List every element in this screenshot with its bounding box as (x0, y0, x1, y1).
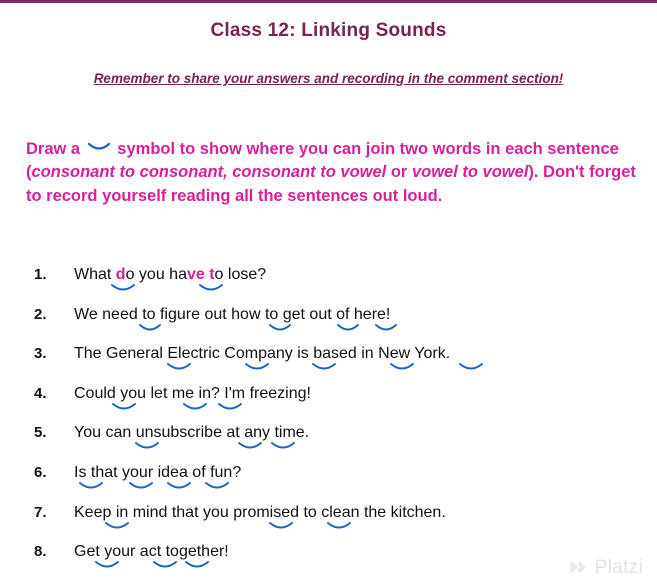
instructions-paren-close: ). Don't forget (528, 163, 636, 182)
link-mark-icon (268, 324, 292, 335)
sentence-number: 7. (34, 503, 47, 521)
sentence-8-body: Get your act together! (74, 543, 229, 561)
link-mark-icon (217, 403, 243, 414)
instructions-paragraph (26, 138, 654, 208)
link-mark-icon (110, 284, 136, 295)
sentence-number: 8. (34, 543, 47, 561)
sentence-text (74, 266, 266, 284)
link-mark-icon (166, 363, 192, 374)
link-mark-icon (270, 442, 296, 453)
link-mark-icon (166, 482, 192, 493)
sentence-5-body: You can unsubscribe at any time. (74, 424, 310, 442)
sentence-1-post: o lose? (214, 266, 267, 283)
sentence-text (74, 345, 450, 363)
list-item (30, 424, 650, 447)
top-rule-divider (0, 0, 657, 3)
sentence-text (74, 424, 309, 442)
link-mark-icon (184, 561, 210, 572)
list-item (30, 504, 650, 527)
link-mark-icon (134, 442, 160, 453)
list-item (30, 464, 650, 487)
link-mark-icon (152, 561, 178, 572)
sentence-7-body: Keep in mind that you promised to clean the kitchen. (74, 503, 446, 521)
sentence-text (74, 543, 229, 561)
sentence-1-pre: What (74, 266, 116, 283)
instructions-italic-a: consonant to consonant, consonant to vowel (31, 163, 387, 182)
sentence-3-body: The General Electric Company is based in New York. (74, 345, 451, 363)
sentence-6-body: Is that your idea of fun? (74, 463, 242, 481)
instructions-or: or (386, 163, 412, 182)
watermark (567, 557, 643, 579)
link-mark-icon (182, 403, 208, 414)
instructions-part2: symbol to show where you can join two words in each sentence (117, 140, 619, 158)
page-title: Class 12: Linking Sounds (210, 20, 447, 41)
link-mark-icon (104, 522, 130, 533)
link-mark-icon (244, 363, 270, 374)
sentence-1-highlight-1: d (115, 266, 126, 283)
link-mark-icon (111, 403, 137, 414)
link-mark-icon (326, 522, 352, 533)
sentence-number: 5. (34, 424, 47, 442)
sentence-number: 1. (34, 266, 47, 283)
link-mark-icon (204, 482, 230, 493)
link-mark-icon (374, 324, 398, 335)
sentence-list (30, 266, 650, 583)
sentence-number: 4. (34, 384, 47, 402)
list-item (30, 306, 650, 329)
instructions-part1: Draw a (26, 140, 81, 158)
link-mark-icon (78, 482, 104, 493)
sentence-number: 6. (34, 463, 47, 481)
link-mark-icon (268, 522, 294, 533)
link-mark-icon (336, 324, 360, 335)
link-mark-icon (128, 482, 154, 493)
list-item (30, 385, 650, 408)
sentence-text (74, 385, 311, 403)
list-item (30, 543, 650, 566)
list-item (30, 345, 650, 368)
link-mark-icon (311, 363, 337, 374)
sentence-4-body: Could you let me in? I'm freezing! (74, 384, 311, 402)
instructions-paren-open: ( (26, 163, 32, 182)
sentence-number: 3. (34, 345, 47, 363)
page-subtitle: Remember to share your answers and recording in the comment section! (93, 71, 564, 86)
sentence-1-highlight-2: ve t (186, 266, 215, 283)
link-curve-symbol-icon (87, 144, 111, 154)
link-mark-icon (458, 363, 484, 374)
sentence-text (74, 306, 390, 324)
link-mark-icon (198, 284, 224, 295)
sentence-text (74, 504, 446, 522)
sentence-number: 2. (34, 305, 47, 323)
instructions-part4: to record yourself reading all the sentences out loud. (26, 186, 443, 205)
link-mark-icon (389, 363, 415, 374)
sentence-text (74, 464, 241, 482)
link-mark-icon (237, 442, 263, 453)
sentence-2-body: We need to figure out how to get out of here! (74, 305, 391, 323)
link-mark-icon (94, 561, 120, 572)
link-mark-icon (138, 324, 162, 335)
watermark-text: Platzi (594, 557, 643, 578)
platzi-logo-icon (567, 557, 589, 579)
instructions-italic-b: vowel to vowel (411, 163, 529, 182)
list-item (30, 266, 650, 289)
sentence-1-mid: o you ha (125, 266, 187, 283)
